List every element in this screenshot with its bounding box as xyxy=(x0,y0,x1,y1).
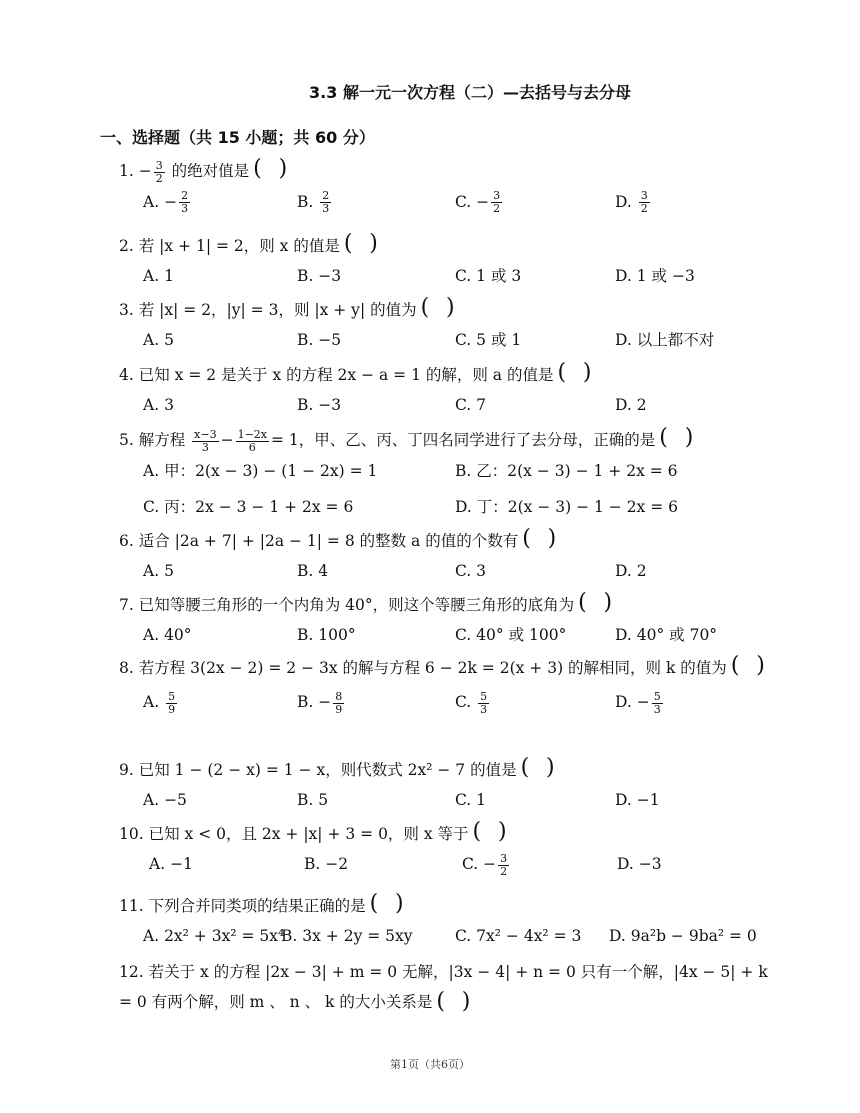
option-d[interactable]: D. 1 或 −3 xyxy=(615,267,695,285)
option-d[interactable]: D. −1 xyxy=(615,791,660,809)
option-a[interactable]: A. $\frac{5}{9}$ xyxy=(143,689,176,716)
option-b[interactable]: B. $\frac{2}{3}$ xyxy=(297,189,330,215)
option-a[interactable]: A. 甲：2(x − 3) − (1 − 2x) = 1 xyxy=(143,461,378,480)
question-4: 4. 已知 x = 2 是关于 x 的方程 2x − a = 1 的解，则 a 的值是( ) A. 3 B. −3 C. 7 D. 2 xyxy=(119,362,770,422)
answer-blank xyxy=(731,659,765,679)
question-1: 1. − $\frac{3}{2}$ 的绝对值是( ) A. − $\frac{2}{3}$ B. $\frac{2}{3}$ C. − $\frac{3}{2}$ D. $\frac{3}{2}$ xyxy=(119,158,770,219)
option-d[interactable]: D. 2 xyxy=(615,562,647,580)
question-3: 3. 若 |x| = 2，|y| = 3，则 |x + y| 的值为( ) A. 5 B. −5 C. 5 或 1 D. 以上都不对 xyxy=(119,297,770,357)
option-d[interactable]: D. 丁：2(x − 3) − 1 − 2x = 6 xyxy=(455,497,679,516)
answer-blank xyxy=(521,761,555,781)
option-b[interactable]: B. −2 xyxy=(304,855,349,873)
option-a[interactable]: A. − $\frac{2}{3}$ xyxy=(143,189,189,215)
question-12: 12. 若关于 x 的方程 |2x − 3| + m = 0 无解，|3x − 4| + n = 0 只有一个解，|4x − 5| + k = 0 有两个解，则 m 、 n 、 k 的大小关系是( ) xyxy=(119,957,770,1017)
answer-blank xyxy=(522,532,556,552)
option-c[interactable]: C. $\frac{5}{3}$ xyxy=(455,689,488,716)
option-c[interactable]: C. 5 或 1 xyxy=(455,331,522,349)
option-b[interactable]: B. −3 xyxy=(297,267,342,285)
option-a[interactable]: A. 40° xyxy=(143,626,192,644)
answer-blank xyxy=(370,897,404,917)
question-5: 5. 解方程 $\frac{x-3}{3}$ − $\frac{1-2x}{6}$ = 1，甲、乙、丙、丁四名同学进行了去分母，正确的是( ) A. 甲：2(x − 3) − (1 − 2x) = 1 B. 乙：2(x − 3) − 1 + 2x = 6 C. 丙：2x − 3 − 1 + 2x = 6 D. 丁：2(x − 3) − 1 − 2x = 6 xyxy=(119,427,770,526)
option-c[interactable]: C. 3 xyxy=(455,562,487,580)
option-c[interactable]: C. 丙：2x − 3 − 1 + 2x = 6 xyxy=(143,497,354,516)
option-c[interactable]: C. 40° 或 100° xyxy=(455,626,567,644)
option-b[interactable]: B. 100° xyxy=(297,626,356,644)
question-10: 10. 已知 x < 0，且 2x + |x| + 3 = 0，则 x 等于( ) A. −1 B. −2 C. − $\frac{3}{2}$ D. −3 xyxy=(119,821,770,881)
question-11: 11. 下列合并同类项的结果正确的是( ) A. 2x² + 3x² = 5x⁴ B. 3x + 2y = 5xy C. 7x² − 4x² = 3 D. 9a²b − 9ba² = 0 xyxy=(119,893,770,953)
option-a[interactable]: A. 5 xyxy=(143,562,174,580)
section-heading: 一、选择题（共 15 小题；共 60 分） xyxy=(100,128,375,147)
option-a[interactable]: A. 1 xyxy=(143,267,174,285)
option-d[interactable]: D. 以上都不对 xyxy=(615,331,715,349)
page-footer: 第1页（共6页） xyxy=(390,1058,470,1071)
answer-blank xyxy=(421,301,455,321)
option-b[interactable]: B. 5 xyxy=(297,791,329,809)
option-b[interactable]: B. − $\frac{8}{9}$ xyxy=(297,689,343,716)
option-a[interactable]: A. 5 xyxy=(143,331,174,349)
option-c[interactable]: C. 7 xyxy=(455,396,487,414)
option-d[interactable]: D. − $\frac{5}{3}$ xyxy=(615,689,661,716)
option-c[interactable]: C. − $\frac{3}{2}$ xyxy=(455,189,501,215)
option-b[interactable]: B. −5 xyxy=(297,331,342,349)
option-a[interactable]: A. 3 xyxy=(143,396,174,414)
page-title: 3.3 解一元一次方程（二）—去括号与去分母 xyxy=(309,83,631,102)
answer-blank xyxy=(436,993,470,1013)
option-d[interactable]: D. 2 xyxy=(615,396,647,414)
option-b[interactable]: B. 3x + 2y = 5xy xyxy=(281,927,413,945)
question-2: 2. 若 |x + 1| = 2，则 x 的值是( ) A. 1 B. −3 C. 1 或 3 D. 1 或 −3 xyxy=(119,233,770,293)
option-a[interactable]: A. 2x² + 3x² = 5x⁴ xyxy=(143,927,285,945)
option-d[interactable]: D. 40° 或 70° xyxy=(615,626,718,644)
option-c[interactable]: C. − $\frac{3}{2}$ xyxy=(462,851,508,878)
option-a[interactable]: A. −1 xyxy=(149,855,193,873)
answer-blank xyxy=(659,431,693,451)
option-d[interactable]: D. 9a²b − 9ba² = 0 xyxy=(609,927,757,945)
option-b[interactable]: B. 乙：2(x − 3) − 1 + 2x = 6 xyxy=(455,461,678,480)
option-c[interactable]: C. 1 xyxy=(455,791,487,809)
question-7: 7. 已知等腰三角形的一个内角为 40°，则这个等腰三角形的底角为( ) A. 40° B. 100° C. 40° 或 100° D. 40° 或 70° xyxy=(119,592,770,652)
answer-blank xyxy=(578,596,612,616)
option-b[interactable]: B. 4 xyxy=(297,562,329,580)
option-d[interactable]: D. −3 xyxy=(617,855,662,873)
option-d[interactable]: D. $\frac{3}{2}$ xyxy=(615,189,648,215)
answer-blank xyxy=(557,366,591,386)
question-8: 8. 若方程 3(2x − 2) = 2 − 3x 的解与方程 6 − 2k = 2(x + 3) 的解相同，则 k 的值为( ) A. $\frac{5}{9}$ B. − $\frac{8}{9}$ C. $\frac{5}{3}$ D. − $\frac{5}{3}$ xyxy=(119,655,770,719)
question-6: 6. 适合 |2a + 7| + |2a − 1| = 8 的整数 a 的值的个数有( ) A. 5 B. 4 C. 3 D. 2 xyxy=(119,528,770,588)
answer-blank xyxy=(473,825,507,845)
answer-blank xyxy=(344,237,378,257)
question-9: 9. 已知 1 − (2 − x) = 1 − x，则代数式 2x² − 7 的值是( ) A. −5 B. 5 C. 1 D. −1 xyxy=(119,757,770,817)
option-c[interactable]: C. 1 或 3 xyxy=(455,267,522,285)
option-c[interactable]: C. 7x² − 4x² = 3 xyxy=(455,927,582,945)
option-b[interactable]: B. −3 xyxy=(297,396,342,414)
answer-blank xyxy=(253,162,287,182)
option-a[interactable]: A. −5 xyxy=(143,791,187,809)
